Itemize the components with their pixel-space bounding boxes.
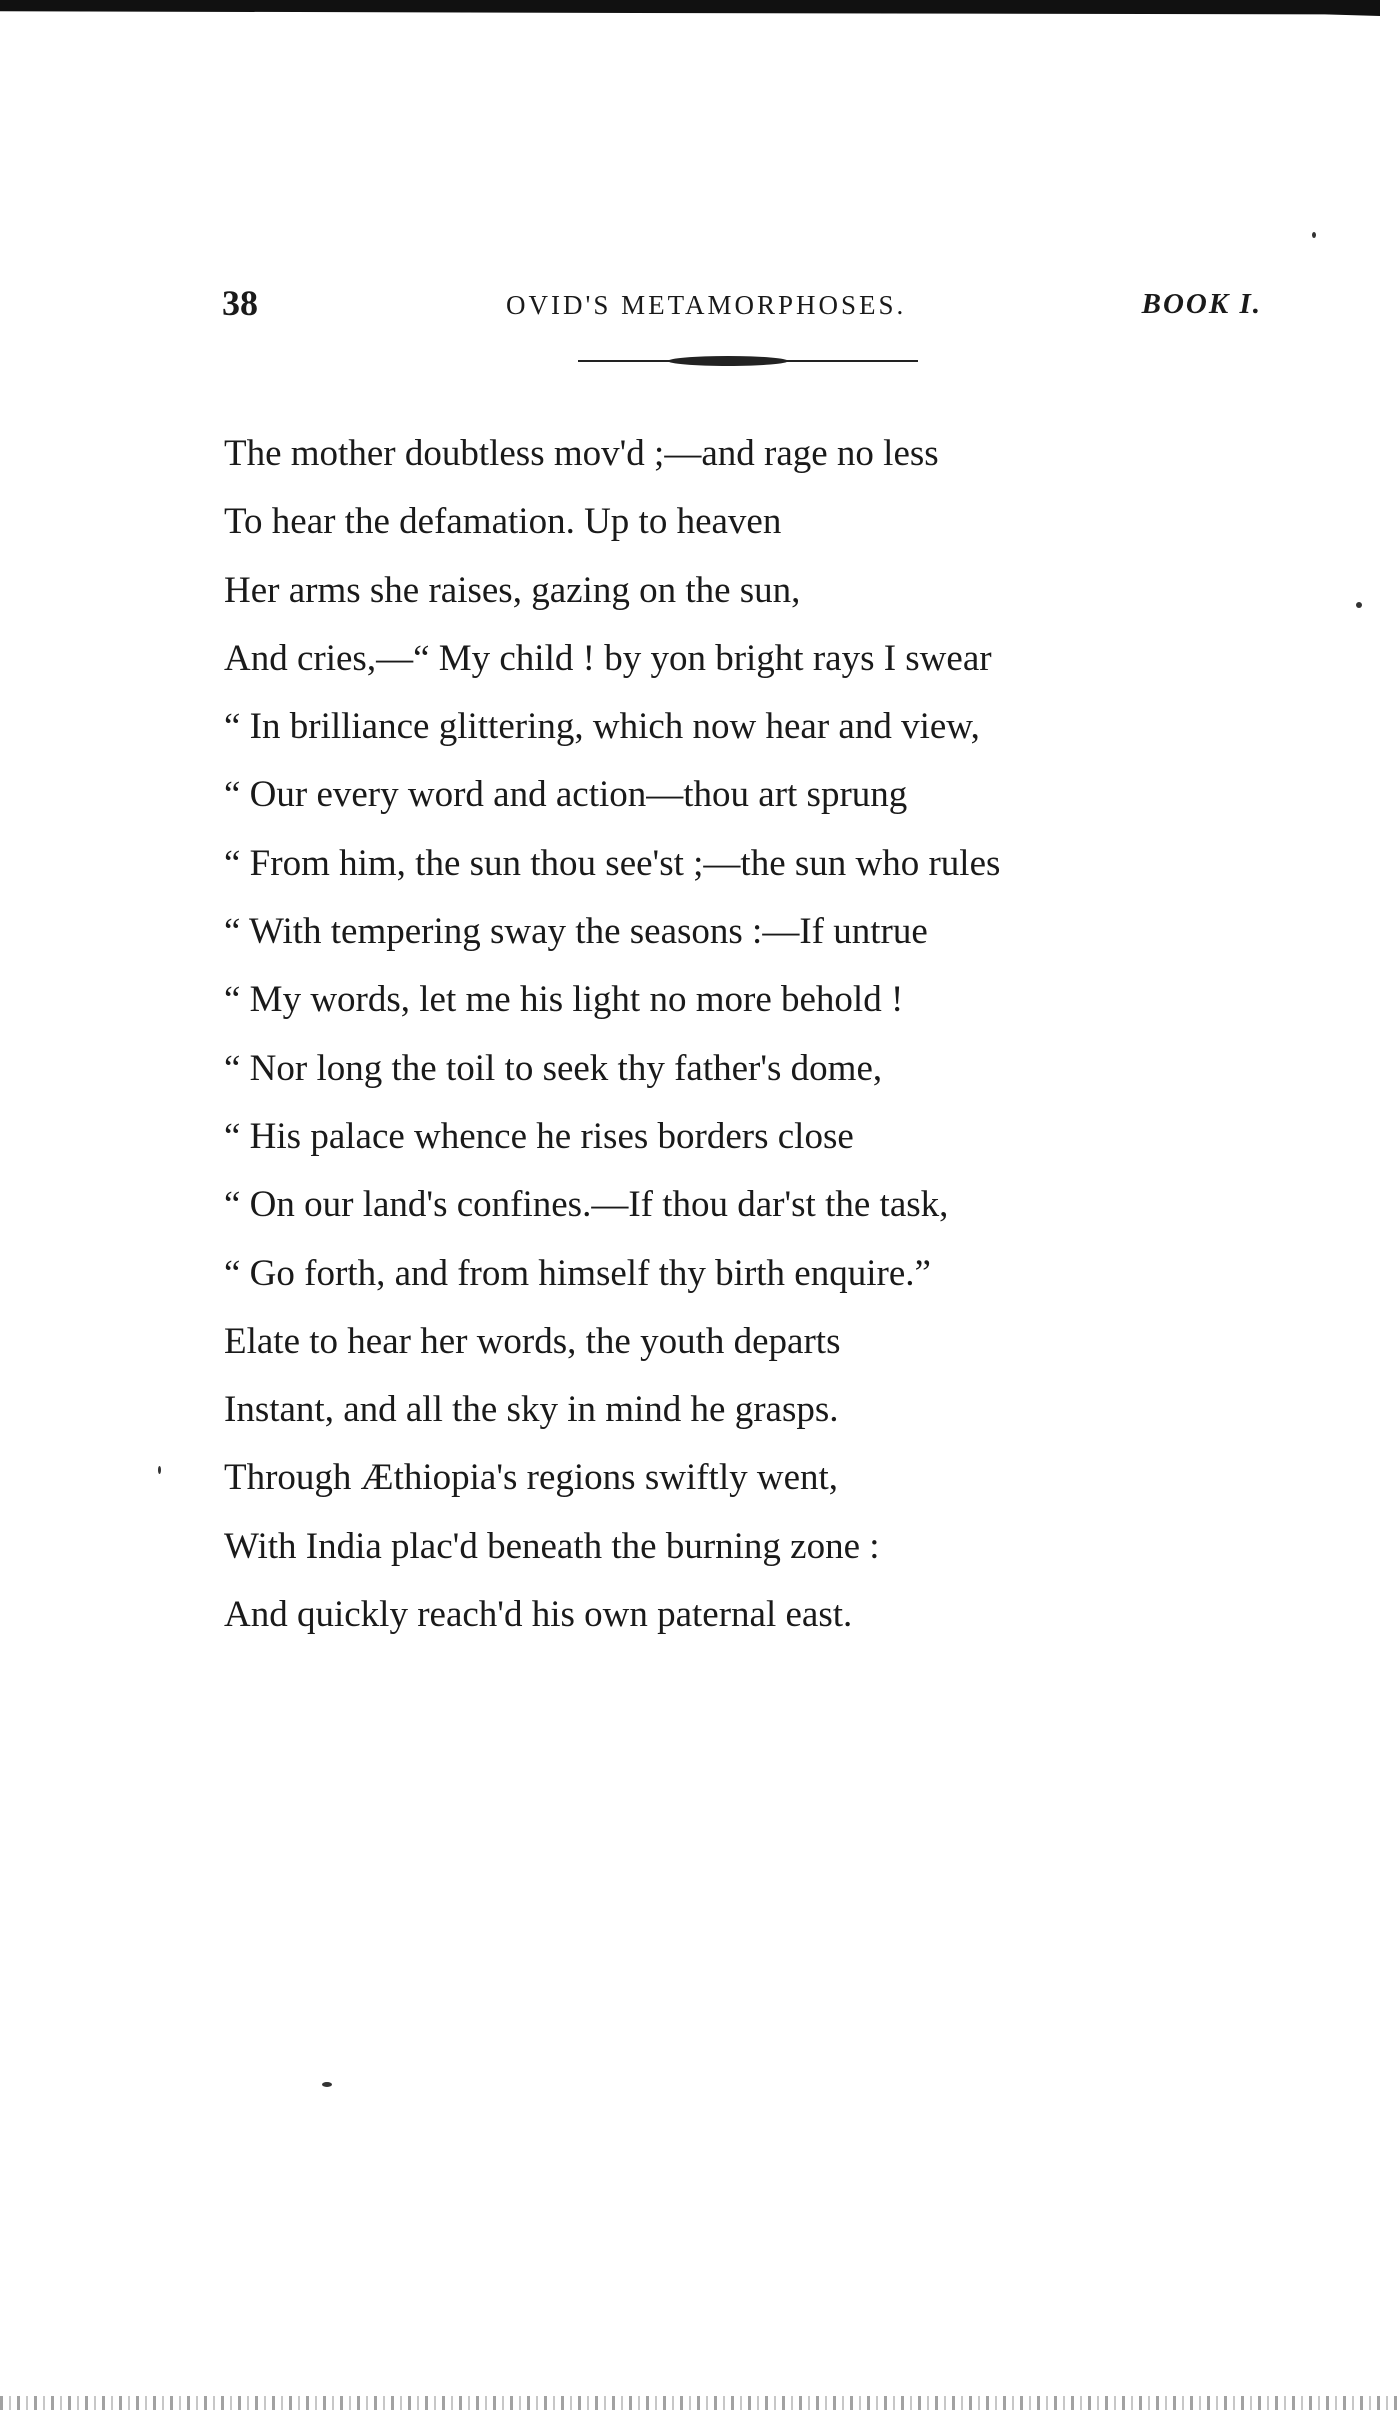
- poem-line: “ On our land's confines.—If thou dar'st the task,: [224, 1184, 949, 1226]
- book-label: BOOK I.: [1141, 288, 1262, 320]
- poem-line: And quickly reach'd his own paternal east.: [224, 1594, 853, 1636]
- poem-line: Elate to hear her words, the youth departs: [224, 1320, 841, 1362]
- page-number: 38: [222, 283, 258, 323]
- poem-line: “ From him, the sun thou see'st ;—the sun who rules: [224, 842, 1001, 884]
- poem-line: “ Nor long the toil to seek thy father's dome,: [224, 1047, 883, 1089]
- poem-line: With India plac'd beneath the burning zone :: [224, 1525, 880, 1567]
- poem-line: “ In brilliance glittering, which now hear and view,: [224, 706, 980, 748]
- scan-top-edge: [0, 0, 1380, 16]
- poem-line: Through Æthiopia's regions swiftly went,: [224, 1457, 839, 1499]
- running-title: OVID'S METAMORPHOSES.: [506, 290, 907, 320]
- poem-line: To hear the defamation. Up to heaven: [224, 501, 782, 543]
- poem-line: “ Our every word and action—thou art sprung: [224, 774, 908, 816]
- poem-line: The mother doubtless mov'd ;—and rage no less: [224, 433, 939, 474]
- running-header: [222, 282, 1262, 332]
- poem-line: “ His palace whence he rises borders close: [224, 1115, 854, 1157]
- poem-line: “ Go forth, and from himself thy birth enquire.”: [224, 1252, 931, 1294]
- ornament-swell: [668, 356, 788, 366]
- scan-speck: [158, 1466, 161, 1474]
- poem-text: [224, 420, 1224, 1649]
- scan-speck: [1356, 602, 1362, 608]
- poem-line: “ My words, let me his light no more behold !: [224, 979, 904, 1021]
- scan-speck: [1312, 232, 1316, 238]
- poem-line: And cries,—“ My child ! by yon bright rays I swear: [224, 637, 992, 679]
- header-ornament-rule: [578, 356, 918, 366]
- poem-line: Instant, and all the sky in mind he grasps.: [224, 1389, 839, 1431]
- poem-line: “ With tempering sway the seasons :—If untrue: [224, 911, 928, 953]
- scan-speck: [322, 2082, 332, 2087]
- scan-bottom-edge: [0, 2396, 1400, 2410]
- poem-line: Her arms she raises, gazing on the sun,: [224, 569, 801, 611]
